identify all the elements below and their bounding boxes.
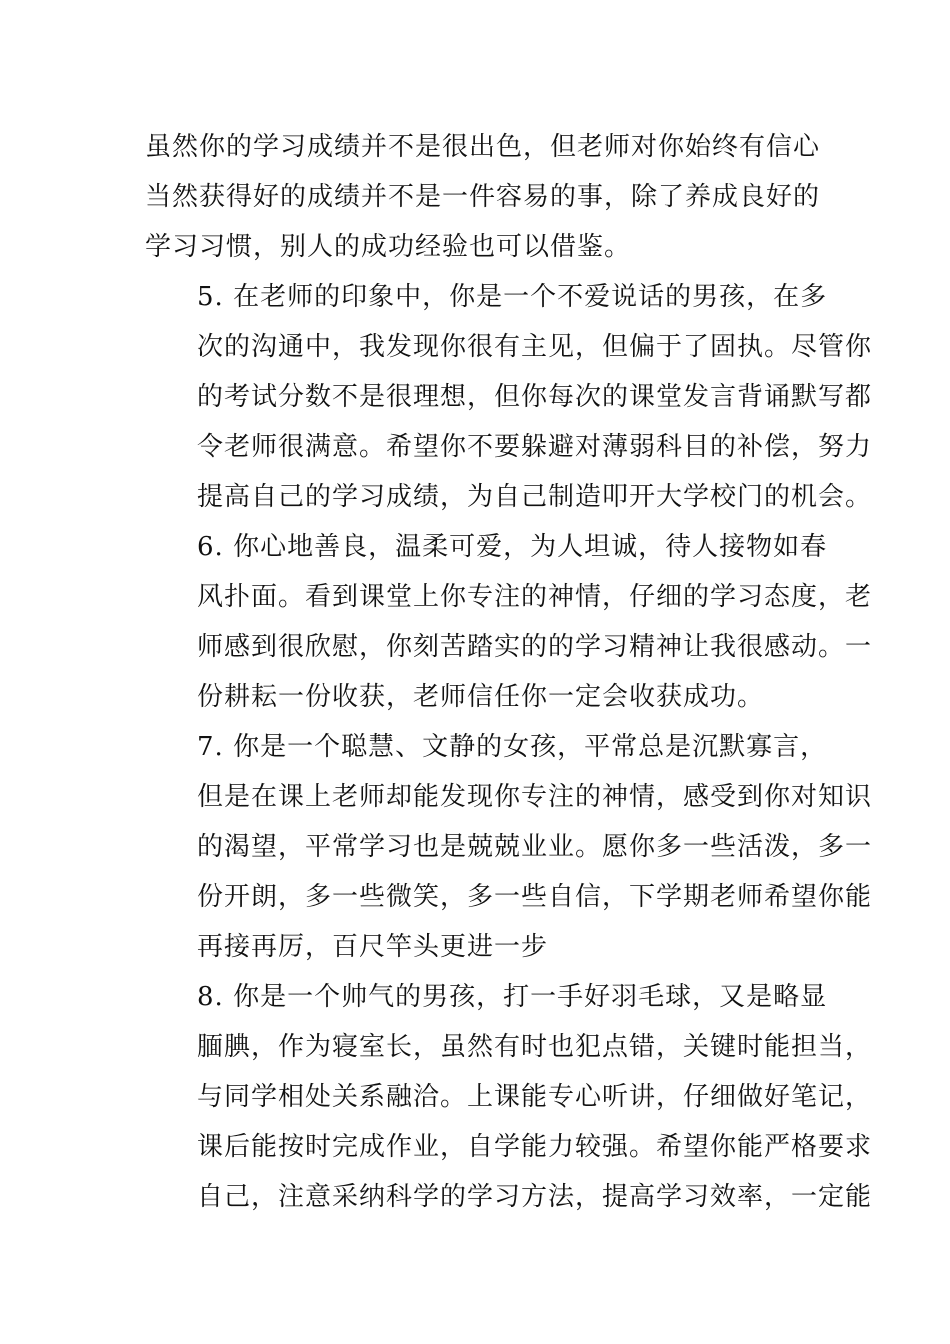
text-line: 自己，注意采纳科学的学习方法，提高学习效率，一定能 [197, 1182, 873, 1212]
text-line: 腼腆，作为寝室长，虽然有时也犯点错，关键时能担当， [197, 1032, 873, 1062]
text-line: 份开朗，多一些微笑，多一些自信，下学期老师希望你能 [197, 882, 873, 912]
text-line: 但是在课上老师却能发现你专注的神情，感受到你对知识 [197, 782, 873, 812]
text-line: 课后能按时完成作业，自学能力较强。希望你能严格要求 [197, 1132, 873, 1162]
text-line: 师感到很欣慰，你刻苦踏实的的学习精神让我很感动。一 [197, 632, 873, 662]
text-line: 令老师很满意。希望你不要躲避对薄弱科目的补偿，努力 [197, 432, 873, 462]
text-line: 7. 你是一个聪慧、文静的女孩，平常总是沉默寡言， [197, 732, 828, 762]
text-line: 5. 在老师的印象中，你是一个不爱说话的男孩，在多 [197, 282, 828, 312]
text-line: 6. 你心地善良，温柔可爱，为人坦诚，待人接物如春 [197, 532, 828, 562]
text-line: 份耕耘一份收获，老师信任你一定会收获成功。 [197, 682, 765, 712]
text-line: 当然获得好的成绩并不是一件容易的事，除了养成良好的 [145, 182, 821, 212]
text-line: 提高自己的学习成绩，为自己制造叩开大学校门的机会。 [197, 482, 873, 512]
paragraph-item-7 [145, 722, 873, 972]
text-line: 与同学相处关系融洽。上课能专心听讲，仔细做好笔记， [197, 1082, 873, 1112]
text-line: 学习习惯，别人的成功经验也可以借鉴。 [145, 232, 632, 262]
paragraph-item-8 [145, 972, 873, 1222]
document-page [145, 122, 873, 1222]
text-line: 的考试分数不是很理想，但你每次的课堂发言背诵默写都 [197, 382, 873, 412]
paragraph-item-5 [145, 272, 873, 522]
text-line: 8. 你是一个帅气的男孩，打一手好羽毛球，又是略显 [197, 982, 828, 1012]
text-line: 风扑面。看到课堂上你专注的神情，仔细的学习态度，老 [197, 582, 873, 612]
text-line: 虽然你的学习成绩并不是很出色，但老师对你始终有信心 [145, 132, 821, 162]
text-line: 再接再厉，百尺竿头更进一步 [197, 932, 549, 962]
text-line: 的渴望，平常学习也是兢兢业业。愿你多一些活泼，多一 [197, 832, 873, 862]
text-line: 次的沟通中，我发现你很有主见，但偏于了固执。尽管你 [197, 332, 873, 362]
paragraph-item-6 [145, 522, 873, 722]
paragraph-continuation [145, 122, 821, 272]
